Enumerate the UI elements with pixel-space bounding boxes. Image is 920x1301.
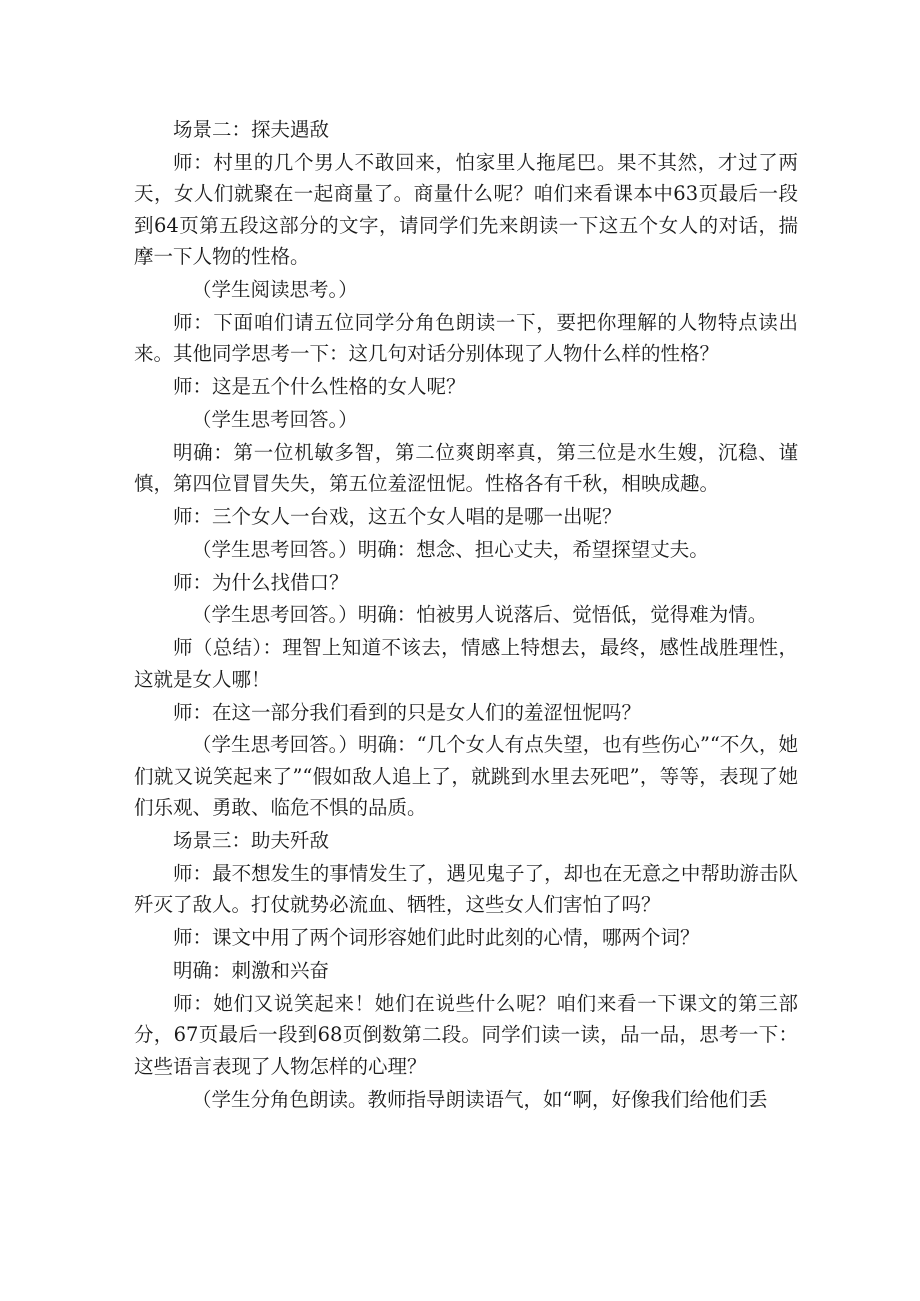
- paragraph: （学生思考回答。）: [192, 407, 358, 431]
- paragraph: 师（总结）：理智上知道不该去，情感上特想去，最终，感性战胜理性，这就是女人哪！: [134, 636, 798, 691]
- section-heading-scene-three: 场景三：助夫歼敌: [173, 829, 330, 853]
- section-heading-scene-two: 场景二：探夫遇敌: [173, 118, 330, 141]
- paragraph: 师：这是五个什么性格的女人呢？: [173, 375, 466, 399]
- paragraph: 明确：第一位机敏多智，第二位爽朗率真，第三位是水生嫂，沉稳、谨慎，第四位冒冒失失，第五位羞涩忸怩。性格各有千秋，相映成趣。: [134, 440, 798, 496]
- paragraph: （学生思考回答。）明确：怕被男人说落后、觉悟低，觉得难为情。: [192, 603, 768, 627]
- paragraph: 师：最不想发生的事情发生了，遇见鬼子了，却也在无意之中帮助游击队歼灭了敌人。打仗就势必流血、牺牲，这些女人们害怕了吗？: [134, 861, 798, 917]
- paragraph: 师：三个女人一台戏，这五个女人唱的是哪一出呢？: [173, 505, 622, 529]
- paragraph: 师：下面咱们请五位同学分角色朗读一下，要把你理解的人物特点读出来。其他同学思考一下：这几句对话分别体现了人物什么样的性格？: [134, 310, 798, 366]
- paragraph: 师：村里的几个男人不敢回来，怕家里人拖尾巴。果不其然，才过了两天，女人们就聚在一起商量了。商量什么呢？咱们来看课本中63页最后一段到64页第五段这部分的文字，请同学们先来朗读一下这五个女人的对话，揣摩一下人物的性格。: [134, 150, 798, 269]
- paragraph: 师：为什么找借口？: [173, 570, 349, 594]
- document-body: [134, 114, 798, 1116]
- paragraph: （学生思考回答。）明确：想念、担心丈夫，希望探望丈夫。: [192, 537, 709, 561]
- paragraph: 明确：刺激和兴奋: [173, 959, 330, 983]
- paragraph: 师：在这一部分我们看到的只是女人们的羞涩忸怩吗？: [173, 700, 642, 724]
- paragraph: 师：课文中用了两个词形容她们此时此刻的心情，哪两个词？: [173, 926, 700, 950]
- paragraph: 师：她们又说笑起来！她们在说些什么呢？咱们来看一下课文的第三部分，67页最后一段到68页倒数第二段。同学们读一读，品一品，思考一下：这些语言表现了人物怎样的心理？: [134, 991, 798, 1078]
- paragraph: （学生阅读思考。）: [192, 278, 358, 302]
- paragraph: （学生思考回答。）明确：“几个女人有点失望，也有些伤心”“不久，她们就又说笑起来了”“假如敌人追上了，就跳到水里去死吧”，等等，表现了她们乐观、勇敢、临危不惧的品质。: [134, 733, 798, 820]
- paragraph: （学生分角色朗读。教师指导朗读语气，如“啊，好像我们给他们丢: [192, 1087, 768, 1111]
